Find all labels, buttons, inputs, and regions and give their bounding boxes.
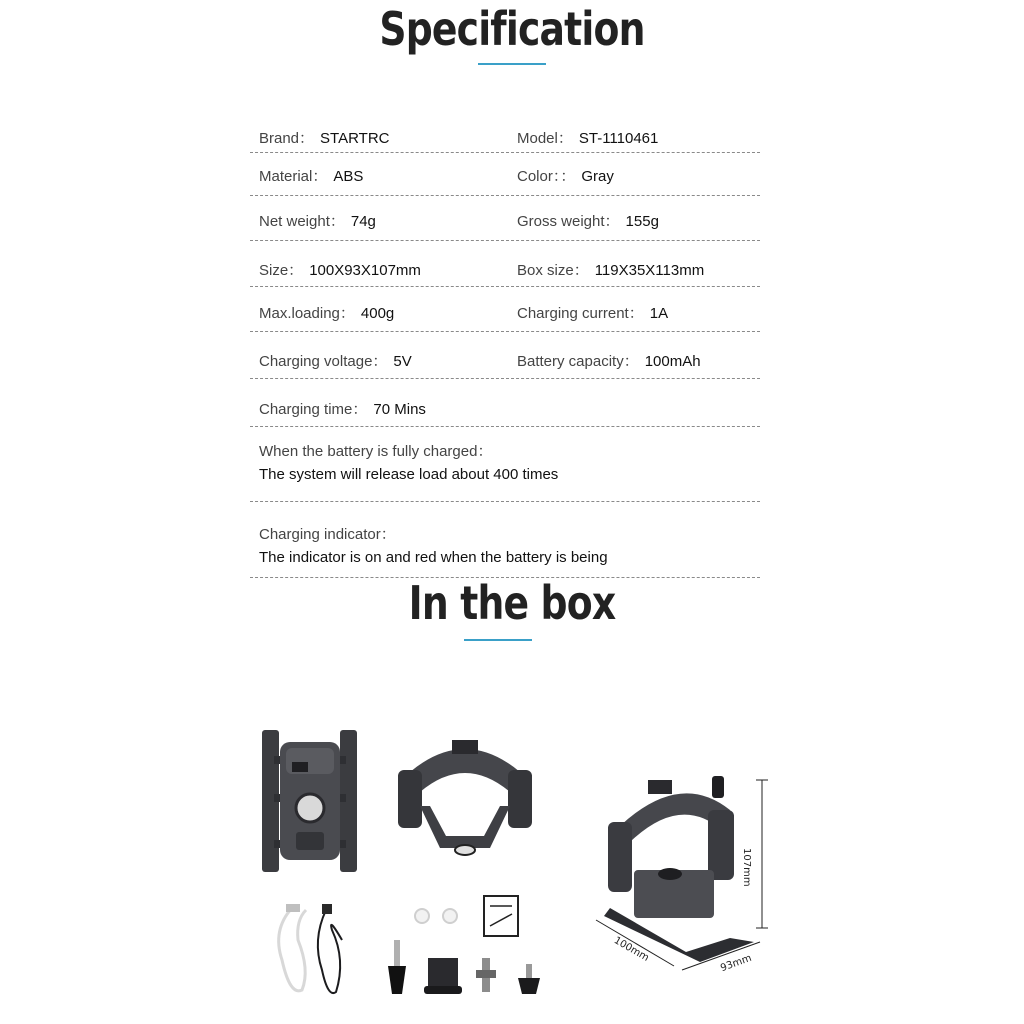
spec-gross-weight: Gross weight： 155g: [517, 213, 659, 230]
accessory-parts-image: [380, 888, 550, 1000]
spec-net-weight: Net weight： 74g: [259, 213, 376, 230]
dimension-length-label: 100mm: [611, 935, 651, 964]
battery-note-text: The system will release load about 400 times: [259, 466, 559, 483]
dimension-height-label: 107mm: [741, 848, 752, 887]
spec-model: Model： ST-1110461: [517, 130, 659, 147]
spec-row: [250, 287, 760, 332]
spec-box-size: Box size： 119X35X113mm: [517, 262, 705, 279]
spec-row: [250, 196, 760, 241]
battery-note-label: When the battery is fully charged：: [259, 443, 493, 460]
spec-row: [250, 153, 760, 196]
phone-clamp-image: [258, 728, 362, 876]
indicator-note-text: The indicator is on and red when the battery is being: [259, 549, 608, 566]
spec-color: Color：： Gray: [517, 168, 614, 185]
spec-heading: Specification: [379, 2, 645, 56]
spec-table: [250, 116, 760, 578]
spec-charging-voltage: Charging voltage： 5V: [259, 353, 412, 370]
spec-battery-capacity: Battery capacity： 100mAh: [517, 353, 701, 370]
spec-brand: Brand： STARTRC: [259, 130, 390, 147]
box-heading: In the box: [408, 576, 616, 630]
spec-charging-time: Charging time： 70 Mins: [259, 401, 426, 418]
spec-heading-underline: [478, 63, 546, 65]
spec-size: Size： 100X93X107mm: [259, 262, 421, 279]
spec-indicator-note: [250, 502, 760, 578]
spec-row: [250, 379, 760, 427]
spec-max-loading: Max.loading： 400g: [259, 305, 395, 322]
spec-row: [250, 241, 760, 287]
spec-material: Material： ABS: [259, 168, 364, 185]
usb-cable-image: [262, 900, 362, 1004]
spec-battery-note: [250, 427, 760, 502]
box-heading-underline: [464, 639, 532, 641]
spec-charging-current: Charging current： 1A: [517, 305, 669, 322]
spec-row: [250, 332, 760, 379]
drone-mount-image: [390, 736, 540, 866]
indicator-note-label: Charging indicator：: [259, 526, 396, 543]
spec-row: [250, 116, 760, 153]
dimension-width-label: 93mm: [719, 952, 754, 975]
